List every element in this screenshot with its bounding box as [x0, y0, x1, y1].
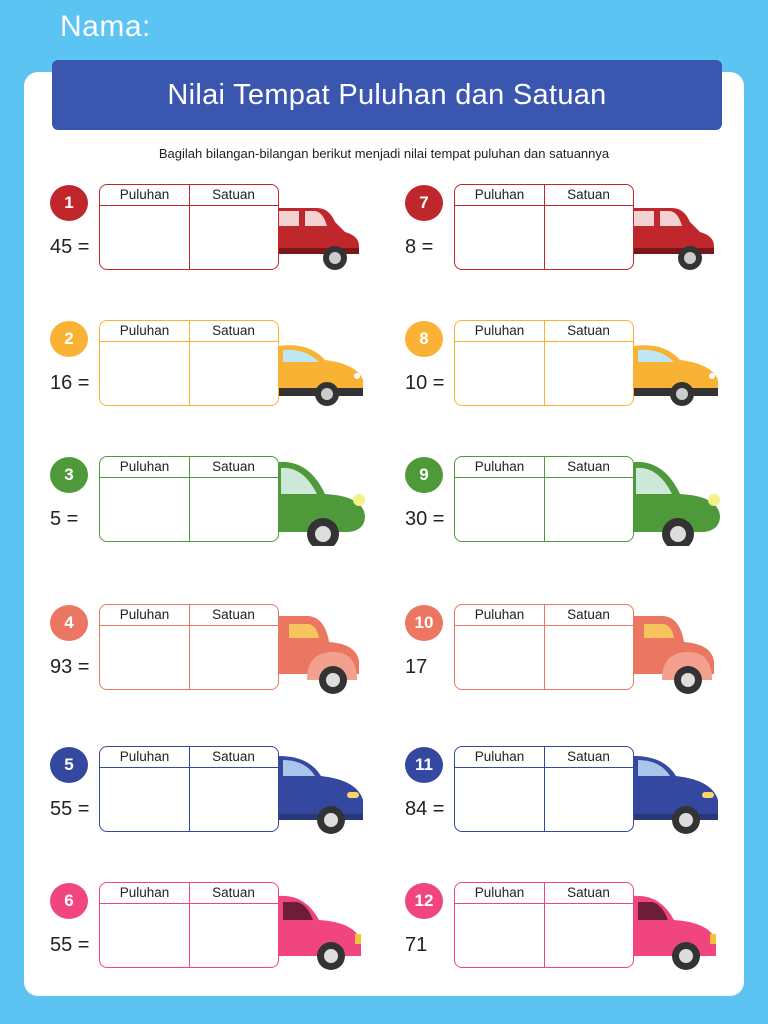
exercise-number-expression: 55 = — [50, 934, 90, 956]
tens-column-header: Puluhan — [474, 749, 525, 764]
exercise-item — [50, 746, 380, 846]
yellow-car-icon — [279, 324, 371, 410]
place-value-table[interactable] — [99, 604, 279, 690]
tens-column-header: Puluhan — [119, 323, 170, 338]
ones-column-header: Satuan — [567, 885, 610, 900]
tens-column-header: Puluhan — [119, 607, 170, 622]
exercise-number-expression: 10 = — [405, 372, 445, 394]
exercise-number-badge: 6 — [50, 883, 88, 919]
page-title: Nilai Tempat Puluhan dan Satuan — [52, 60, 722, 130]
place-value-table[interactable] — [454, 456, 634, 542]
tens-column-header: Puluhan — [474, 323, 525, 338]
place-value-table[interactable] — [99, 882, 279, 968]
ones-column-header: Satuan — [567, 459, 610, 474]
tens-column-header: Puluhan — [474, 607, 525, 622]
exercise-number-badge: 11 — [405, 747, 443, 783]
exercise-number-expression: 84 = — [405, 798, 445, 820]
tens-column-header: Puluhan — [474, 885, 525, 900]
place-value-table[interactable] — [99, 456, 279, 542]
ones-column-header: Satuan — [212, 323, 255, 338]
red-van-icon — [279, 188, 371, 274]
ones-column-header: Satuan — [567, 749, 610, 764]
ones-column-header: Satuan — [212, 187, 255, 202]
pink-car-icon — [634, 886, 726, 972]
blue-car-icon — [634, 750, 726, 836]
exercise-number-expression: 45 = — [50, 236, 90, 258]
tens-column-header: Puluhan — [119, 749, 170, 764]
blue-car-icon — [279, 750, 371, 836]
ones-column-header: Satuan — [212, 749, 255, 764]
exercise-item — [405, 746, 735, 846]
exercise-item — [405, 320, 735, 420]
tens-column-header: Puluhan — [474, 459, 525, 474]
exercise-number-badge: 3 — [50, 457, 88, 493]
instructions: Bagilah bilangan-bilangan berikut menjadi nilai tempat puluhan dan satuannya — [158, 146, 610, 161]
yellow-car-icon — [634, 324, 726, 410]
exercise-number-badge: 8 — [405, 321, 443, 357]
exercise-number-expression: 16 = — [50, 372, 90, 394]
exercise-number-badge: 2 — [50, 321, 88, 357]
exercise-number-badge: 1 — [50, 185, 88, 221]
exercise-number-expression: 8 = — [405, 236, 434, 258]
ones-column-header: Satuan — [212, 459, 255, 474]
place-value-table[interactable] — [99, 746, 279, 832]
exercise-item — [50, 604, 380, 704]
exercise-item — [50, 456, 380, 556]
exercise-number-expression: 71 — [405, 934, 428, 956]
red-van-icon — [634, 188, 726, 274]
exercise-item — [50, 882, 380, 982]
exercise-number-badge: 5 — [50, 747, 88, 783]
exercise-item — [405, 604, 735, 704]
name-label: Nama: — [60, 10, 151, 43]
exercise-item — [50, 320, 380, 420]
green-car-icon — [634, 460, 726, 546]
tens-column-header: Puluhan — [119, 459, 170, 474]
place-value-table[interactable] — [454, 882, 634, 968]
place-value-table[interactable] — [99, 320, 279, 406]
exercise-item — [405, 882, 735, 982]
exercise-item — [405, 456, 735, 556]
ones-column-header: Satuan — [212, 607, 255, 622]
place-value-table[interactable] — [454, 320, 634, 406]
ones-column-header: Satuan — [567, 323, 610, 338]
exercise-number-badge: 12 — [405, 883, 443, 919]
place-value-table[interactable] — [99, 184, 279, 270]
exercise-number-badge: 9 — [405, 457, 443, 493]
exercise-number-expression: 30 = — [405, 508, 445, 530]
exercise-number-expression: 5 = — [50, 508, 79, 530]
exercise-number-expression: 17 — [405, 656, 428, 678]
exercise-number-expression: 55 = — [50, 798, 90, 820]
orange-beetle-icon — [634, 608, 726, 694]
ones-column-header: Satuan — [567, 607, 610, 622]
exercise-number-badge: 4 — [50, 605, 88, 641]
exercise-item — [405, 184, 735, 284]
green-car-icon — [279, 460, 371, 546]
exercise-item — [50, 184, 380, 284]
tens-column-header: Puluhan — [119, 187, 170, 202]
place-value-table[interactable] — [454, 746, 634, 832]
tens-column-header: Puluhan — [474, 187, 525, 202]
tens-column-header: Puluhan — [119, 885, 170, 900]
ones-column-header: Satuan — [567, 187, 610, 202]
ones-column-header: Satuan — [212, 885, 255, 900]
exercise-number-expression: 93 = — [50, 656, 90, 678]
exercise-number-badge: 7 — [405, 185, 443, 221]
exercise-number-badge: 10 — [405, 605, 443, 641]
pink-car-icon — [279, 886, 371, 972]
place-value-table[interactable] — [454, 604, 634, 690]
place-value-table[interactable] — [454, 184, 634, 270]
orange-beetle-icon — [279, 608, 371, 694]
